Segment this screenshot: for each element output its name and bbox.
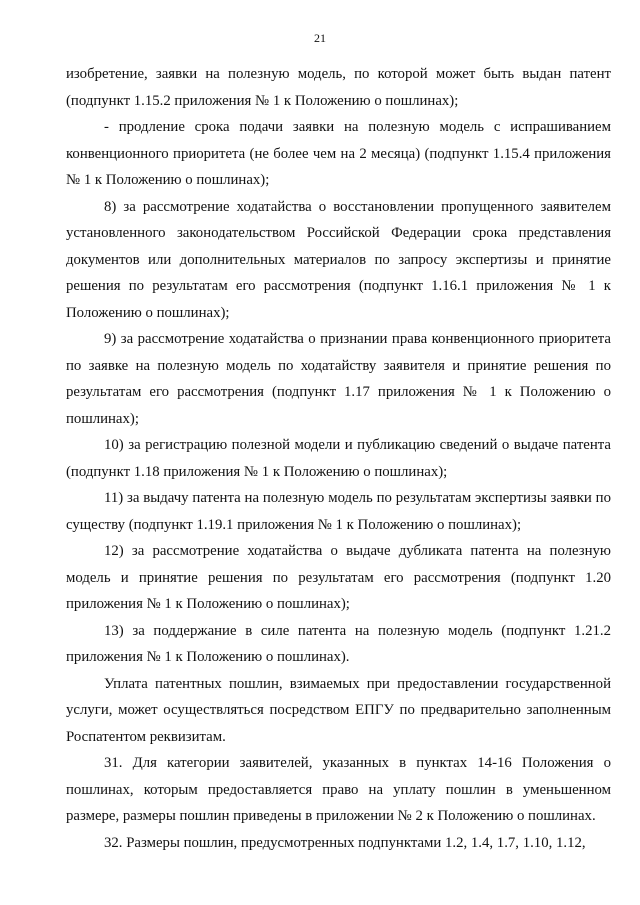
paragraph-item-10: 10) за регистрацию полезной модели и публикацию сведений о выдаче патента (подпункт 1.18 приложения № 1 к Положению о пошлинах); bbox=[66, 437, 611, 480]
paragraph-extension-priority: - продление срока подачи заявки на полезную модель с испрашиванием конвенционного приоритета (не более чем на 2 месяца) (подпункт 1.15.4 приложения № 1 к Положению о пошлинах); bbox=[66, 119, 611, 188]
paragraph-clause-31: 31. Для категории заявителей, указанных в пунктах 14-16 Положения о пошлинах, которым предоставляется право на уплату пошлин в уменьшенном размере, размеры пошлин приведены в приложении № 2 к Положению о пошлинах. bbox=[66, 755, 611, 824]
paragraph-item-12: 12) за рассмотрение ходатайства о выдаче дубликата патента на полезную модель и принятие решения по результатам его рассмотрения (подпункт 1.20 приложения № 1 к Положению о пошлинах); bbox=[66, 543, 611, 612]
paragraph-item-9: 9) за рассмотрение ходатайства о признании права конвенционного приоритета по заявке на полезную модель по ходатайству заявителя и принятие решения по результатам его рассмотрения (подпункт 1.17 приложения № 1 к Положению о пошлинах); bbox=[66, 331, 611, 427]
document-body bbox=[66, 61, 611, 856]
paragraph-clause-32: 32. Размеры пошлин, предусмотренных подпунктами 1.2, 1.4, 1.7, 1.10, 1.12, bbox=[104, 834, 586, 851]
paragraph-payment-epgu: Уплата патентных пошлин, взимаемых при предоставлении государственной услуги, может осуществляться посредством ЕПГУ по предварительно заполненным Роспатентом реквизитам. bbox=[66, 675, 611, 745]
paragraph-continuation: изобретение, заявки на полезную модель, по которой может быть выдан патент (подпункт 1.15.2 приложения № 1 к Положению о пошлинах); bbox=[66, 66, 611, 109]
paragraph-item-11: 11) за выдачу патента на полезную модель по результатам экспертизы заявки по существу (подпункт 1.19.1 приложения № 1 к Положению о пошлинах); bbox=[66, 490, 611, 533]
page-number: 21 bbox=[314, 31, 326, 45]
paragraph-item-13: 13) за поддержание в силе патента на полезную модель (подпункт 1.21.2 приложения № 1 к Положению о пошлинах). bbox=[66, 622, 611, 665]
paragraph-item-8: 8) за рассмотрение ходатайства о восстановлении пропущенного заявителем установленного законодательством Российской Федерации срока представления документов или дополнительных материалов по запросу экспертизы и принятие решения по результатам его рассмотрения (подпункт 1.16.1 приложения № 1 к Положению о пошлинах); bbox=[66, 198, 611, 321]
